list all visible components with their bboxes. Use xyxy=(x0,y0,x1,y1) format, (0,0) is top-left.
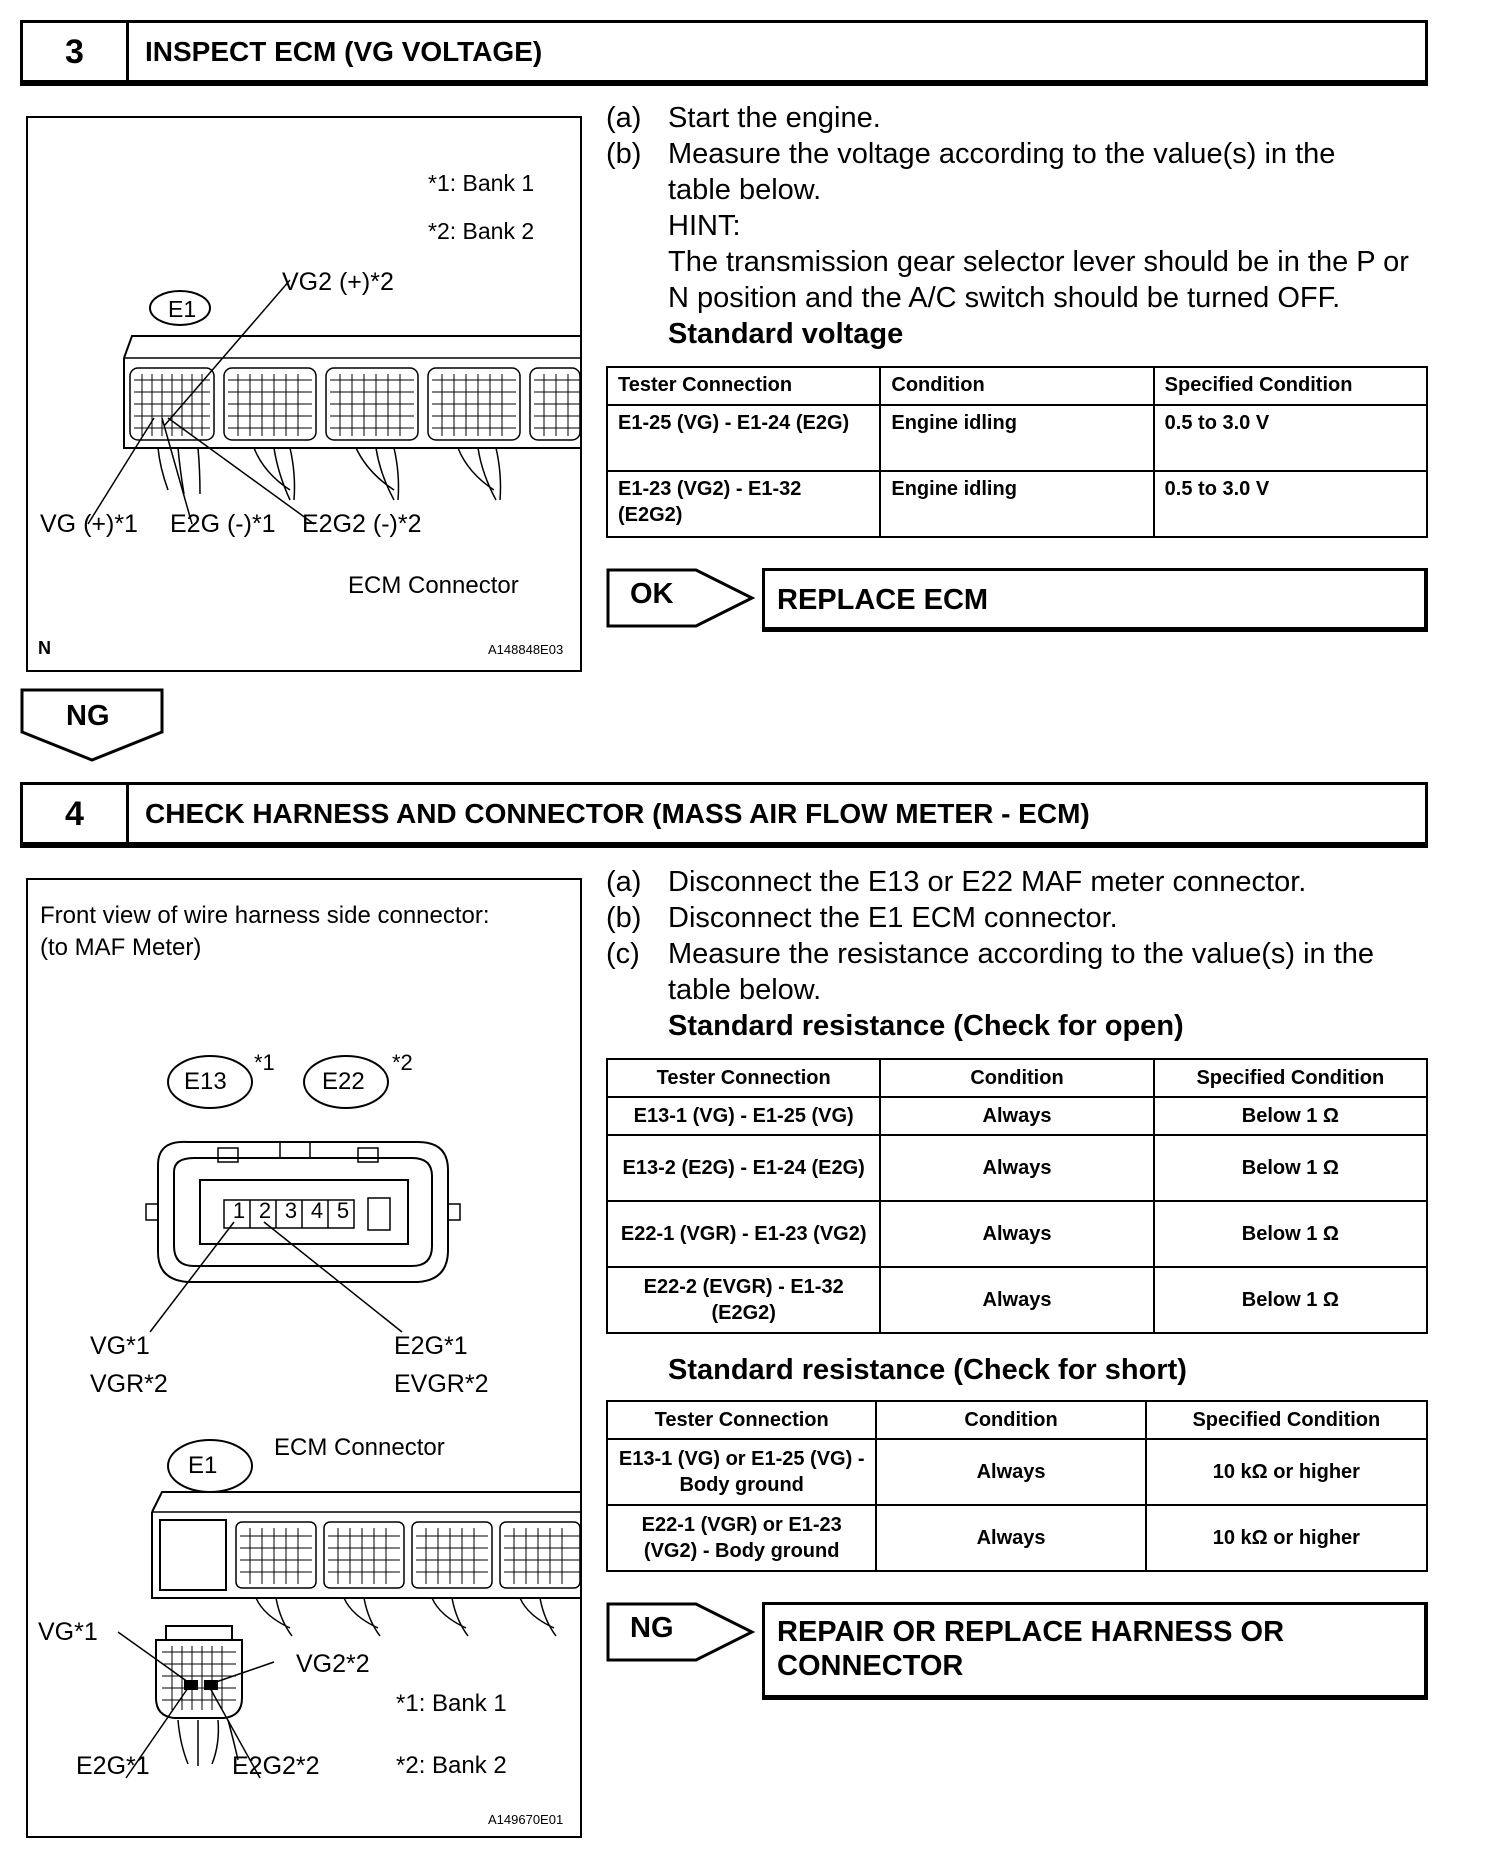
pin-number: 5 xyxy=(336,1198,350,1223)
step3-vg-label: VG (+)*1 xyxy=(40,510,138,538)
ecm-connector-caption: ECM Connector xyxy=(274,1434,445,1461)
ok-result-text: REPLACE ECM xyxy=(777,584,989,616)
standard-voltage-title: Standard voltage xyxy=(668,318,904,350)
step3-instructions xyxy=(606,100,1426,352)
table-row: E22-1 (VGR) or E1-23 (VG2) - Body ground Always 10 kΩ or higher xyxy=(607,1505,1427,1571)
step3-figure-code: A148848E03 xyxy=(488,642,564,657)
table-header: Condition xyxy=(876,1401,1145,1439)
ng-arrow-right xyxy=(606,1602,756,1662)
ng-result-line1: REPAIR OR REPLACE HARNESS OR xyxy=(777,1616,1285,1648)
table-header: Specified Condition xyxy=(1154,1059,1427,1097)
instruction-item: (a) Disconnect the E13 or E22 MAF meter connector. xyxy=(606,866,1307,898)
step4-caption-line1: Front view of wire harness side connector: xyxy=(40,902,490,929)
table-row: E13-1 (VG) or E1-25 (VG) - Body ground Always 10 kΩ or higher xyxy=(607,1439,1427,1505)
step3-connector-id: E1 xyxy=(168,296,197,322)
pin-number: 1 xyxy=(232,1198,246,1223)
table-row: E22-2 (EVGR) - E1-32 (E2G2) Always Below 1 Ω xyxy=(607,1267,1427,1333)
step4-caption-line2: (to MAF Meter) xyxy=(40,934,202,961)
step4-instructions xyxy=(606,864,1426,1044)
step3-e2g2-label: E2G2 (-)*2 xyxy=(302,510,422,538)
ecm-vg1-label: VG*1 xyxy=(38,1618,98,1646)
step4-figure-code: A149670E01 xyxy=(488,1812,564,1827)
instruction-item: (c) Measure the resistance according to the value(s) in the table below. xyxy=(606,938,1375,1006)
table-row: E1-23 (VG2) - E1-32 (E2G2) Engine idling 0.5 to 3.0 V xyxy=(607,471,1427,537)
step3-figure xyxy=(26,116,582,672)
step4-ng-label: NG xyxy=(630,1612,674,1644)
hint-text: The transmission gear selector lever should be in the P or N position and the A/C switch should be turned OFF. xyxy=(668,246,1409,314)
table-header: Tester Connection xyxy=(607,367,880,405)
ecm-e2g1-label: E2G*1 xyxy=(76,1752,150,1780)
table-header: Specified Condition xyxy=(1146,1401,1427,1439)
connector-e22-note: *2 xyxy=(392,1050,413,1075)
step4-legend-bank2: *2: Bank 2 xyxy=(396,1752,507,1779)
open-check-title: Standard resistance (Check for open) xyxy=(668,1010,1184,1042)
connector-e13-id: E13 xyxy=(184,1068,227,1095)
table-row: E22-1 (VGR) - E1-23 (VG2) Always Below 1 Ω xyxy=(607,1201,1427,1267)
standard-voltage-table xyxy=(606,366,1428,538)
table-header: Condition xyxy=(880,1059,1153,1097)
ng-result-line2: CONNECTOR xyxy=(777,1650,964,1682)
pin-number: 2 xyxy=(258,1198,272,1223)
table-header: Tester Connection xyxy=(607,1059,880,1097)
pin-number: 3 xyxy=(284,1198,298,1223)
open-check-table xyxy=(606,1058,1428,1334)
step4-header xyxy=(20,782,1428,848)
pin-number: 4 xyxy=(310,1198,324,1223)
short-check-table xyxy=(606,1400,1428,1572)
ok-arrow xyxy=(606,568,756,628)
step4-number: 4 xyxy=(23,785,129,842)
connector-e22-id: E22 xyxy=(322,1068,365,1095)
maf-evgr2-label: EVGR*2 xyxy=(394,1370,489,1398)
maf-vg1-label: VG*1 xyxy=(90,1332,150,1360)
table-row: E13-1 (VG) - E1-25 (VG) Always Below 1 Ω xyxy=(607,1097,1427,1135)
instruction-item: (b) Disconnect the E1 ECM connector. xyxy=(606,902,1118,934)
step3-number: 3 xyxy=(23,23,129,80)
step4-title: CHECK HARNESS AND CONNECTOR (MASS AIR FLOW METER - ECM) xyxy=(145,798,1090,829)
ng-result-box xyxy=(762,1602,1428,1700)
maf-e2g1-label: E2G*1 xyxy=(394,1332,468,1360)
ok-label: OK xyxy=(630,578,674,610)
ecm-connector-id: E1 xyxy=(188,1452,218,1479)
ecm-e2g2-label: E2G2*2 xyxy=(232,1752,320,1780)
table-header: Specified Condition xyxy=(1154,367,1427,405)
connector-e13-note: *1 xyxy=(254,1050,275,1075)
table-header: Condition xyxy=(880,367,1153,405)
step4-legend-bank1: *1: Bank 1 xyxy=(396,1690,507,1717)
hint-label: HINT: xyxy=(668,210,741,242)
table-row: E13-2 (E2G) - E1-24 (E2G) Always Below 1 Ω xyxy=(607,1135,1427,1201)
maf-vgr2-label: VGR*2 xyxy=(90,1370,168,1398)
ng-label: NG xyxy=(66,700,110,732)
ok-result-box xyxy=(762,568,1428,632)
table-row: E1-25 (VG) - E1-24 (E2G) Engine idling 0.5 to 3.0 V xyxy=(607,405,1427,471)
step3-e2g-label: E2G (-)*1 xyxy=(170,510,276,538)
step3-legend-bank2: *2: Bank 2 xyxy=(428,218,535,244)
step3-corner-letter: N xyxy=(38,638,51,658)
step3-title: INSPECT ECM (VG VOLTAGE) xyxy=(145,36,543,67)
ecm-vg2-label: VG2*2 xyxy=(296,1650,370,1678)
step3-vg2-label: VG2 (+)*2 xyxy=(282,268,394,296)
short-check-title: Standard resistance (Check for short) xyxy=(668,1354,1187,1386)
step4-figure xyxy=(26,878,582,1838)
maf-pin-row xyxy=(226,1198,356,1224)
instruction-item: (a) Start the engine. xyxy=(606,102,881,134)
table-header: Tester Connection xyxy=(607,1401,876,1439)
instruction-item: (b) Measure the voltage according to the value(s) in the table below. xyxy=(606,138,1336,206)
step3-header xyxy=(20,20,1428,86)
step3-figure-caption: ECM Connector xyxy=(348,572,519,599)
step3-legend-bank1: *1: Bank 1 xyxy=(428,170,535,196)
